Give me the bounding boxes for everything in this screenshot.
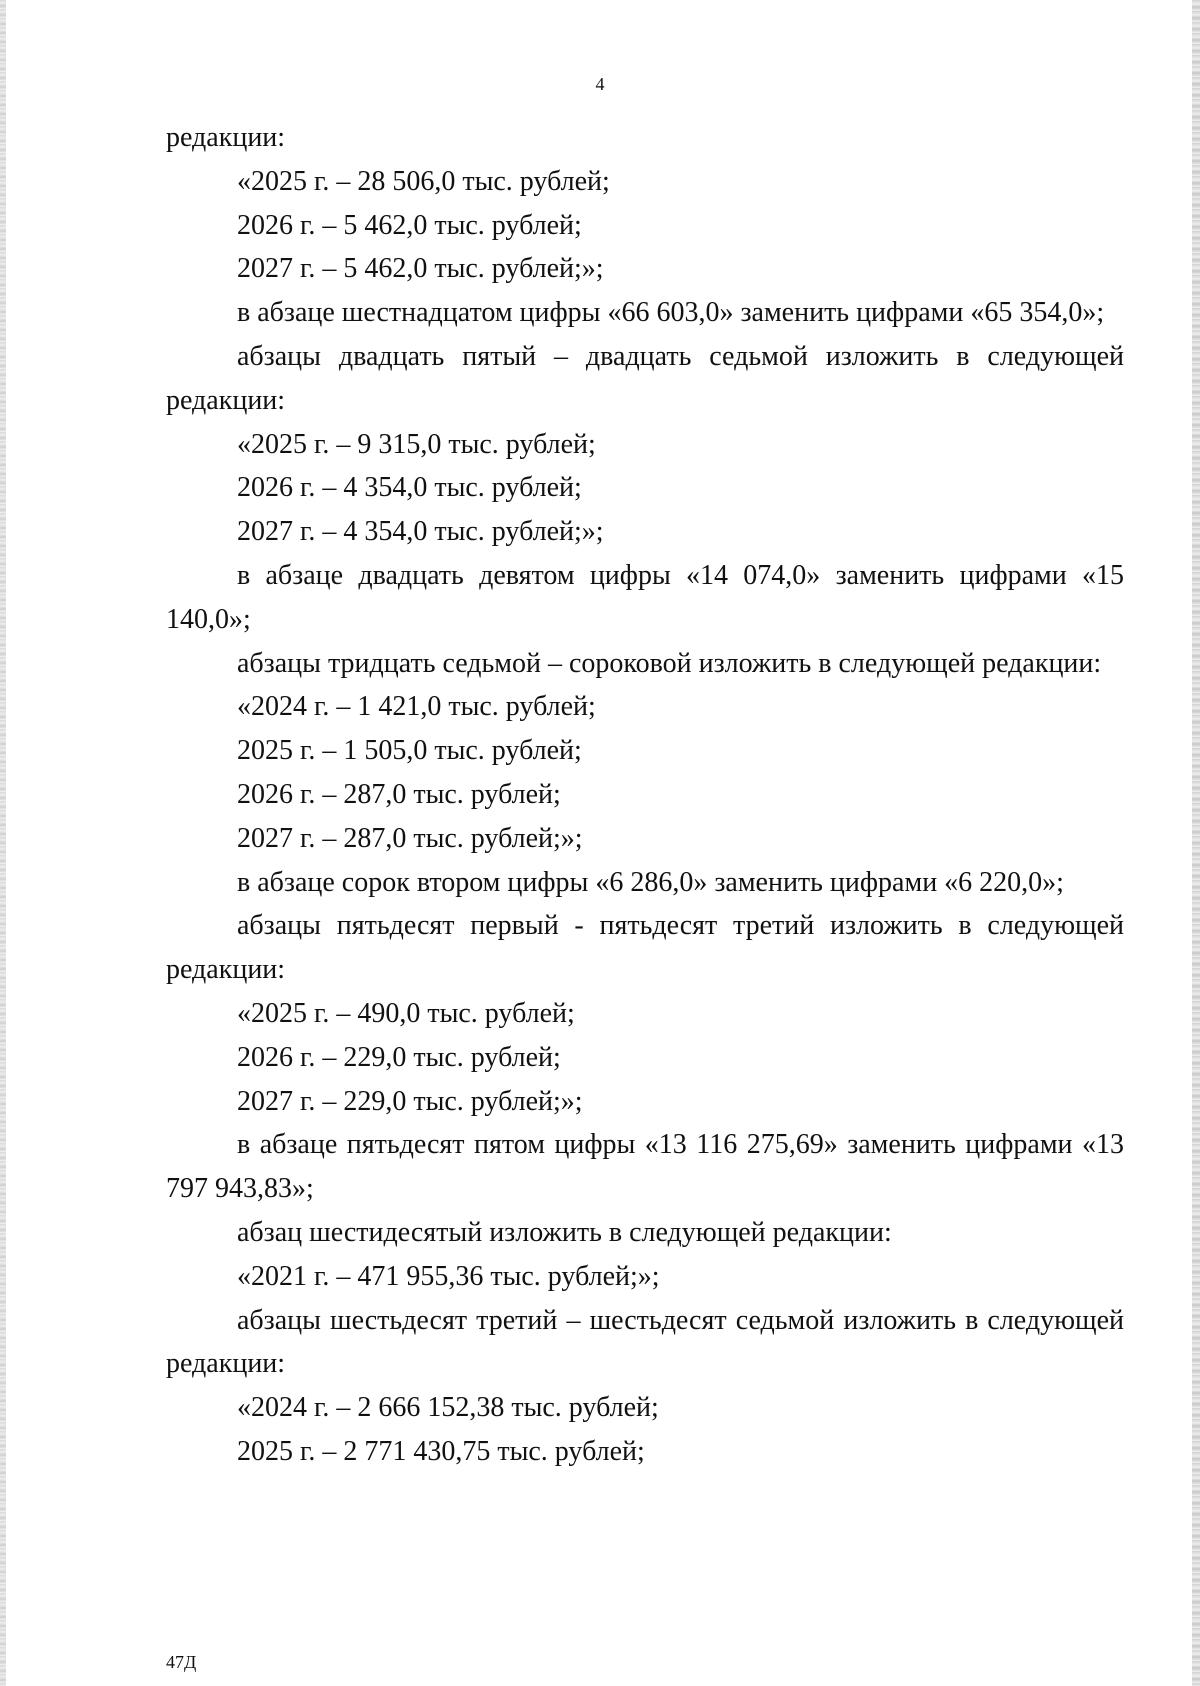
paragraph: в абзаце двадцать девятом цифры «14 074,0» заменить цифрами «15 140,0»; — [166, 559, 1124, 635]
list-item: «2024 г. – 2 666 152,38 тыс. рублей; — [237, 1392, 659, 1424]
list-item: 2026 г. – 4 354,0 тыс. рублей; — [237, 472, 582, 504]
list-item: абзац шестидесятый изложить в следующей редакции: — [237, 1216, 892, 1248]
page-number: 4 — [595, 74, 605, 94]
paragraph: абзацы шестьдесят третий – шестьдесят седьмой изложить в следующей редакции: — [166, 1304, 1124, 1380]
list-item: «2025 г. – 490,0 тыс. рублей; — [237, 997, 575, 1029]
paragraph: абзацы тридцать седьмой – сороковой изложить в следующей редакции: — [237, 647, 1102, 679]
paragraph: абзацы пятьдесят первый - пятьдесят третий изложить в следующей редакции: — [166, 910, 1124, 986]
list-item: 2026 г. – 5 462,0 тыс. рублей; — [237, 209, 582, 241]
scan-edge-right — [1192, 0, 1200, 1686]
list-item: 2027 г. – 229,0 тыс. рублей;»; — [237, 1085, 583, 1117]
list-item: 2027 г. – 287,0 тыс. рублей;»; — [237, 822, 583, 854]
list-item: 2026 г. – 287,0 тыс. рублей; — [237, 778, 561, 810]
paragraph: в абзаце пятьдесят пятом цифры «13 116 275,69» заменить цифрами «13 797 943,83»; — [166, 1129, 1124, 1205]
list-item: 2026 г. – 229,0 тыс. рублей; — [237, 1041, 561, 1073]
paragraph: абзацы двадцать пятый – двадцать седьмой изложить в следующей редакции: — [166, 340, 1124, 416]
list-item: 2027 г. – 5 462,0 тыс. рублей;»; — [237, 253, 604, 285]
list-item: «2021 г. – 471 955,36 тыс. рублей;»; — [237, 1260, 660, 1292]
list-item: 2025 г. – 1 505,0 тыс. рублей; — [237, 735, 582, 767]
paragraph: в абзаце шестнадцатом цифры «66 603,0» заменить цифрами «65 354,0»; — [237, 297, 1105, 329]
paragraph: редакции: — [166, 122, 286, 153]
list-item: «2025 г. – 9 315,0 тыс. рублей; — [237, 428, 596, 460]
list-item: «2024 г. – 1 421,0 тыс. рублей; — [237, 691, 596, 723]
document-code: 47Д — [166, 1652, 197, 1672]
list-item: 2027 г. – 4 354,0 тыс. рублей;»; — [237, 516, 604, 548]
list-item: «2025 г. – 28 506,0 тыс. рублей; — [237, 165, 610, 197]
list-item: 2025 г. – 2 771 430,75 тыс. рублей; — [237, 1435, 645, 1467]
paragraph: в абзаце сорок втором цифры «6 286,0» заменить цифрами «6 220,0»; — [237, 866, 1064, 898]
scan-edge-left — [0, 0, 6, 1686]
document-body — [166, 116, 1124, 1474]
